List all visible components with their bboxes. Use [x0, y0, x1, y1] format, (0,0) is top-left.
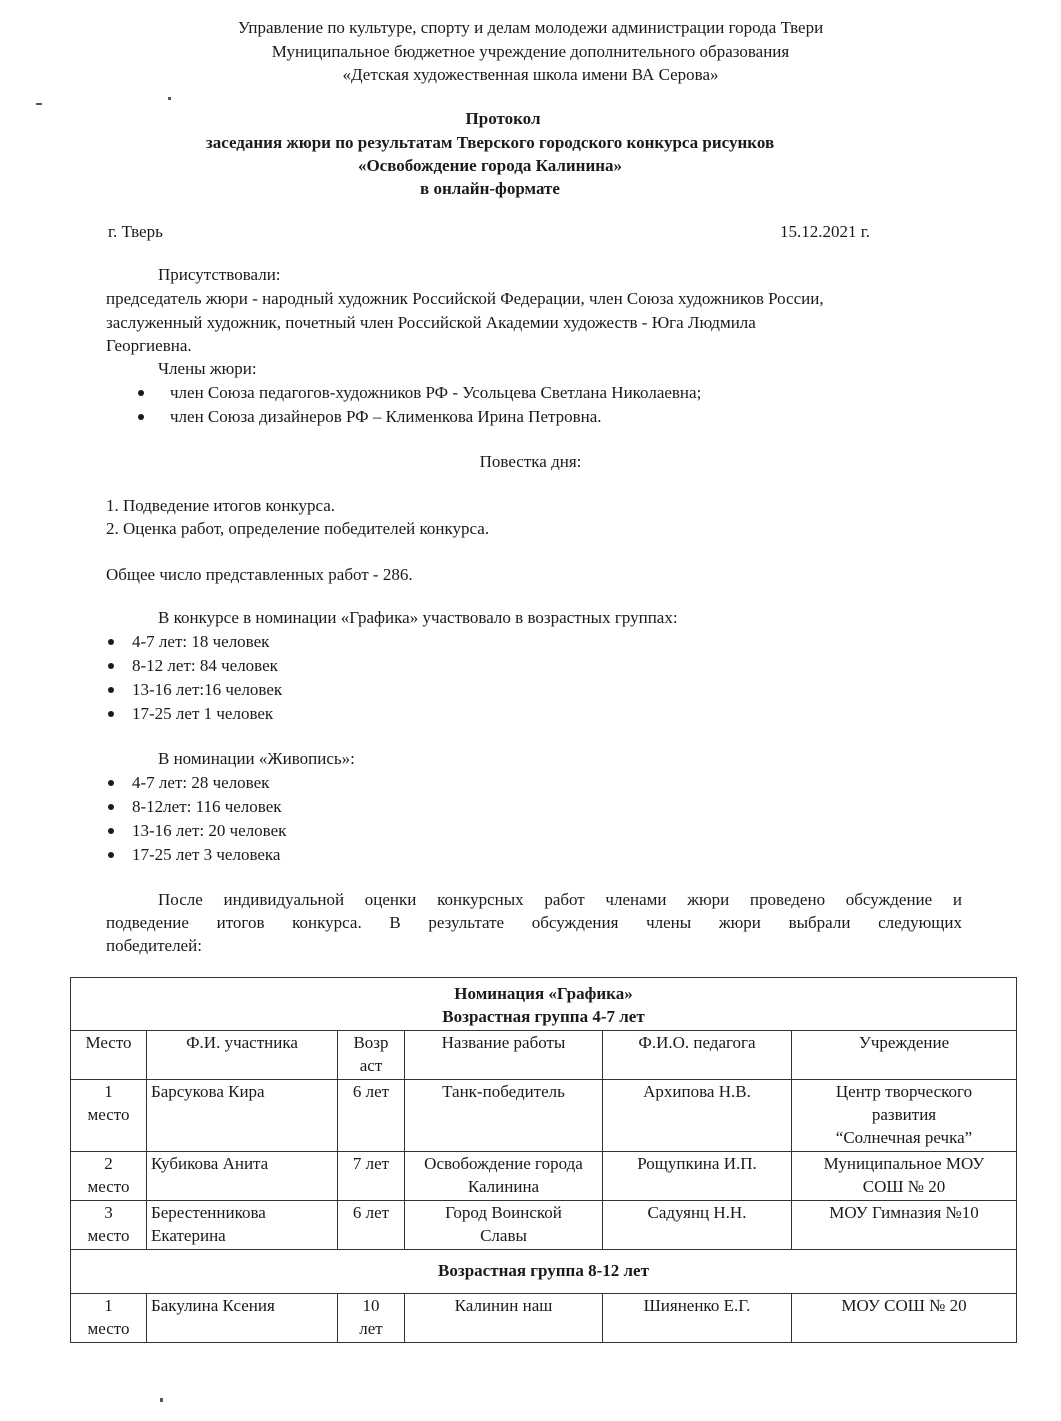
bullet-icon — [108, 711, 114, 717]
column-header-work: Название работы — [405, 1031, 603, 1080]
title-line-4: в онлайн-формате — [420, 179, 560, 198]
teacher-cell: Рощупкина И.П. — [603, 1152, 792, 1201]
scan-speck — [36, 103, 42, 105]
agenda-item-2: 2. Оценка работ, определение победителей конкурса. — [106, 519, 490, 538]
age-group-title: Возрастная группа 8-12 лет — [71, 1250, 1017, 1294]
work-cell: Освобождение города Калинина — [405, 1152, 603, 1201]
bullet-icon — [108, 828, 114, 834]
age-group-title: Возрастная группа 4-7 лет — [442, 1007, 645, 1026]
chair-line-2: заслуженный художник, почетный член Российской Академии художеств - Юга Людмила — [106, 313, 756, 332]
age-cell: 7 лет — [338, 1152, 405, 1201]
attendees-heading: Присутствовали: — [158, 265, 281, 284]
work-cell: Город Воинской Славы — [405, 1201, 603, 1250]
bullet-icon — [108, 663, 114, 669]
bullet-icon — [108, 687, 114, 693]
work-cell: Калинин наш — [405, 1294, 603, 1343]
age-cell: 6 лет — [338, 1201, 405, 1250]
column-header-teacher: Ф.И.О. педагога — [603, 1031, 792, 1080]
date: 15.12.2021 г. — [780, 222, 871, 241]
chair-line-1: председатель жюри - народный художник Российской Федерации, член Союза художников России, — [106, 289, 824, 308]
table-row — [71, 1152, 1017, 1201]
bullet-icon — [138, 414, 144, 420]
column-header-place: Место — [71, 1031, 147, 1080]
members-heading: Члены жюри: — [158, 359, 257, 378]
bullet-icon — [108, 852, 114, 858]
participant-cell: Барсукова Кира — [147, 1080, 338, 1152]
nomination-header — [71, 978, 1017, 1031]
table-row — [71, 1201, 1017, 1250]
bullet-icon — [108, 804, 114, 810]
agenda-item-1: 1. Подведение итогов конкурса. — [106, 496, 336, 515]
participant-cell: Кубикова Анита — [147, 1152, 338, 1201]
bullet-icon — [108, 639, 114, 645]
bullet-icon — [108, 780, 114, 786]
teacher-cell: Архипова Н.В. — [603, 1080, 792, 1152]
table-row — [71, 1294, 1017, 1343]
institution-cell: Центр творческого развития “Солнечная речка” — [792, 1080, 1017, 1152]
scan-speck — [160, 1398, 163, 1402]
column-header-institution: Учреждение — [792, 1031, 1017, 1080]
chair-line-3: Георгиевна. — [106, 336, 192, 355]
participant-cell: Бакулина Ксения — [147, 1294, 338, 1343]
column-header-name: Ф.И. участника — [147, 1031, 338, 1080]
place-cell: 1 место — [71, 1294, 147, 1343]
title-line-2: заседания жюри по результатам Тверского городского конкурса рисунков — [205, 133, 775, 152]
org-line-1: Управление по культуре, спорту и делам молодежи администрации города Твери — [237, 18, 824, 37]
conclusion-line-3: победителей: — [106, 936, 202, 955]
conclusion-line-1: После индивидуальной оценки конкурсных работ членами жюри проведено обсуждение и — [158, 890, 962, 909]
title-protocol: Протокол — [465, 109, 541, 128]
place-cell: 1 место — [71, 1080, 147, 1152]
painting-intro: В номинации «Живопись»: — [158, 749, 355, 768]
results-table — [70, 977, 1017, 1343]
participant-cell: Берестенникова Екатерина — [147, 1201, 338, 1250]
title-line-3: «Освобождение города Калинина» — [357, 156, 623, 175]
table-row — [71, 1080, 1017, 1152]
work-cell: Танк-победитель — [405, 1080, 603, 1152]
teacher-cell: Шияненко Е.Г. — [603, 1294, 792, 1343]
protocol-page: Управление по культуре, спорту и делам молодежи администрации города Твери Муниципальное бюджетное учреждение дополнительного образования «Детская художественная школа имени ВА Серова» Протокол заседания жюри по результатам Тверского городского конкурса рисунков «Освобождение города Калинина» в онлайн-формате г. Тверь 15.12.2021 г. Присутствовали: председатель жюри - народный художник Российской Федерации, член Союза художников России, заслуженный художник, почетный член Российской Академии художеств - Юга Людмила Георгиевна. Члены жюри: член Союза педагогов-художников РФ - Усольцева Светлана Николаевна; член Союза дизайнеров РФ – Клименкова Ирина Петровна. Повестка дня: 1. Подведение итогов конкурса. 2. Оценка работ, определение победителей конкурса. Общее число представленных работ - 286. В конкурсе в номинации «Графика» участвовало в возрастных группах: 4-7 лет: 18 человек 8-12 лет: 84 человек 13-16 лет:16 человек 17-25 лет 1 человек В номинации «Живопись»: 4-7 лет: 28 человек 8-12лет: 116 человек 13-16 лет: 20 человек 17-25 лет 3 человека После индивидуальной оценки конкурсных работ членами жюри проведено обсуждение и подведение итогов конкурса. В результате обсуждения члены жюри выбрали следующих победителей: Номинация «Графика» Возрастная группа 4-7 лет Место Ф.И. участника Возр аст Название работы Ф.И.О. педагога Учреждение 1 место Барсукова Кира 6 лет Танк-победитель Архипова Н.В. Центр творческого развития “Солнечная речка” 2 место Кубикова Анита 7 лет Освобождение города Калинина Рощупкина И.П. Муниципальное МОУ СОШ № 20 3 место Берестенникова Екатерина 6 лет Город Воинской Славы Садуянц Н.Н. МОУ Гимназия №10 Возрастная группа 8-12 лет 1 место Бакулина Ксения 10 лет Калинин наш Шияненко Е.Г. МОУ СОШ № 20 — [0, 0, 1061, 1421]
org-line-2: Муниципальное бюджетное учреждение дополнительного образования — [271, 42, 790, 61]
age-cell: 10 лет — [338, 1294, 405, 1343]
place-cell: 3 место — [71, 1201, 147, 1250]
column-header-age: Возр аст — [338, 1031, 405, 1080]
graphics-intro: В конкурсе в номинации «Графика» участвовало в возрастных группах: — [158, 608, 678, 627]
table-row — [71, 978, 1017, 1031]
agenda-heading: Повестка дня: — [479, 452, 582, 471]
teacher-cell: Садуянц Н.Н. — [603, 1201, 792, 1250]
table-row — [71, 1250, 1017, 1294]
place-cell: 2 место — [71, 1152, 147, 1201]
table-header-row — [71, 1031, 1017, 1080]
institution-cell: Муниципальное МОУ СОШ № 20 — [792, 1152, 1017, 1201]
institution-cell: МОУ Гимназия №10 — [792, 1201, 1017, 1250]
conclusion-line-2: подведение итогов конкурса. В результате обсуждения члены жюри выбрали следующих — [106, 913, 962, 932]
place: г. Тверь — [108, 222, 163, 241]
bullet-icon — [138, 390, 144, 396]
nomination-title: Номинация «Графика» — [454, 984, 633, 1003]
age-cell: 6 лет — [338, 1080, 405, 1152]
org-line-3: «Детская художественная школа имени ВА Серова» — [342, 65, 719, 84]
scan-speck — [168, 97, 171, 100]
institution-cell: МОУ СОШ № 20 — [792, 1294, 1017, 1343]
total-works: Общее число представленных работ - 286. — [106, 565, 413, 584]
